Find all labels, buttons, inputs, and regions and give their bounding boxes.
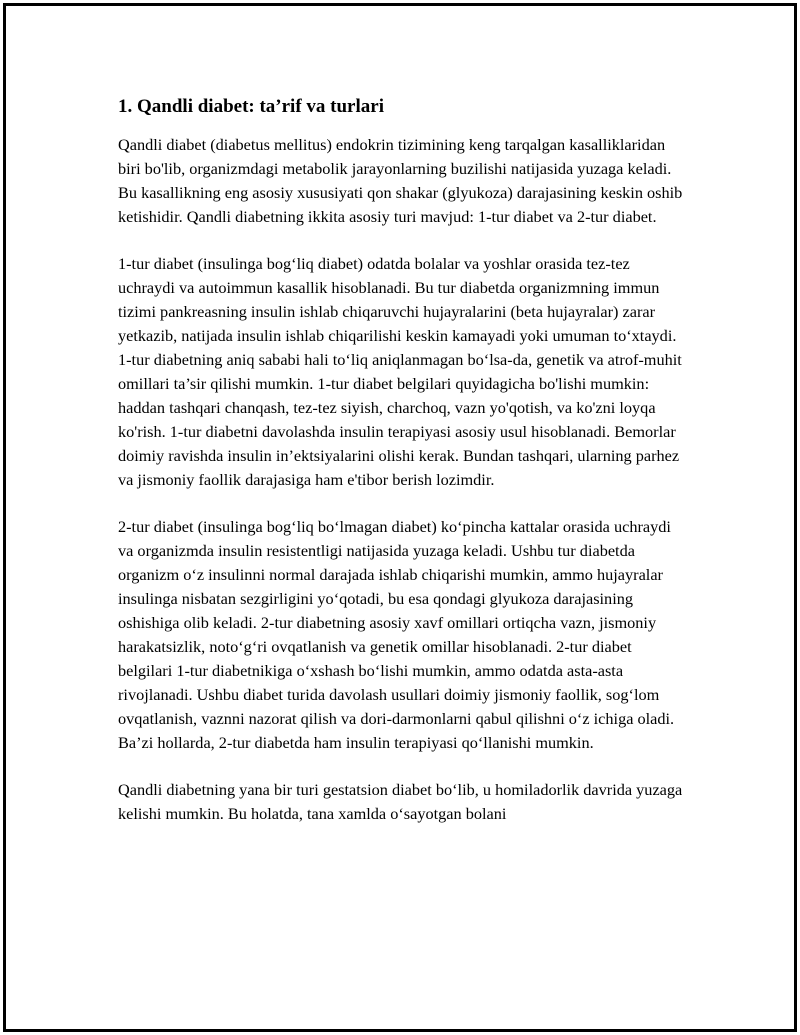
paragraph-intro: Qandli diabet (diabetus mellitus) endokrin tizimining keng tarqalgan kasalliklaridan biri bo'lib, organizmdagi metabolik jarayonlarning buzilishi natijasida yuzaga keladi. Bu kasallikning eng asosiy xususiyati qon shakar (glyukoza) darajasining keskin oshib ketishidir. Qandli diabetning ikkita asosiy turi mavjud: 1-tur diabet va 2-tur diabet.	[118, 135, 683, 226]
paragraph-type-2-diabetes: 2-tur diabet (insulinga bogʻliq boʻlmagan diabet) koʻpincha kattalar orasida uchraydi va organizmda insulin resistentligi natijasida yuzaga keladi. Ushbu tur diabetda organizm oʻz insulinni normal darajada ishlab chiqarishi mumkin, ammo hujayralar insulinga nisbatan sezgirligini yoʻqotadi, bu esa qondagi glyukoza darajasining oshishiga olib keladi. 2-tur diabetning asosiy xavf omillari ortiqcha vazn, jismoniy harakatsizlik, notoʻgʻri ovqatlanish va genetik omillar hisoblanadi. 2-tur diabet belgilari 1-tur diabetnikiga oʻxshash boʻlishi mumkin, ammo odatda asta-asta rivojlanadi. Ushbu diabet turida davolash usullari doimiy jismoniy faollik, sogʻlom ovqatlanish, vaznni nazorat qilish va dori-darmonlarni qabul qilishni oʻz ichiga oladi. Ba’zi hollarda, 2-tur diabetda ham insulin terapiyasi qoʻllanishi mumkin.	[118, 517, 675, 752]
paragraph-type-1-diabetes: 1-tur diabet (insulinga bogʻliq diabet) odatda bolalar va yoshlar orasida tez-tez uchraydi va autoimmun kasallik hisoblanadi. Bu tur diabetda organizmning immun tizimi pankreasning insulin ishlab chiqaruvchi hujayralarini (beta hujayralar) zarar yetkazib, natijada insulin ishlab chiqarilishi keskin kamayadi yoki umuman toʻxtaydi. 1-tur diabetning aniq sababi hali toʻliq aniqlanmagan boʻlsa-da, genetik va atrof-muhit omillari ta’sir qilishi mumkin. 1-tur diabet belgilari quyidagicha bo'lishi mumkin: haddan tashqari chanqash, tez-tez siyish, charchoq, vazn yo'qotish, va ko'zni loyqa ko'rish. 1-tur diabetni davolashda insulin terapiyasi asosiy usul hisoblanadi. Bemorlar doimiy ravishda insulin in’ektsiyalarini olishi kerak. Bundan tashqari, ularning parhez va jismoniy faollik darajasiga ham e'tibor berish lozimdir.	[118, 254, 682, 489]
section-heading: 1. Qandli diabet: ta’rif va turlari	[118, 96, 384, 117]
document-body	[118, 95, 684, 849]
paragraph-gestational-diabetes: Qandli diabetning yana bir turi gestatsion diabet boʻlib, u homiladorlik davrida yuzaga kelishi mumkin. Bu holatda, tana xamlda oʻsayotgan bolani	[118, 780, 683, 823]
